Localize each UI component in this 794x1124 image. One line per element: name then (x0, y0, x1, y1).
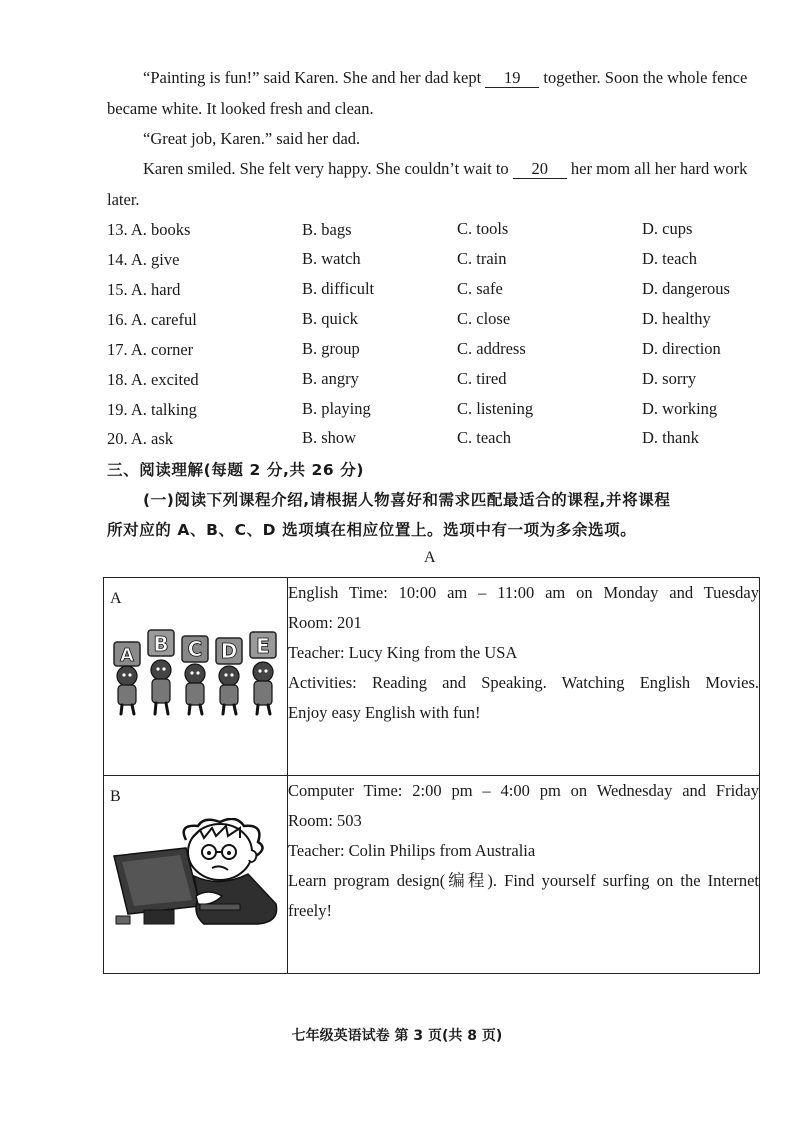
option-c[interactable]: C. listening (457, 399, 534, 418)
option-a[interactable]: 18. A. excited (107, 370, 199, 389)
course-note: freely! (288, 901, 332, 920)
option-a[interactable]: 16. A. careful (107, 310, 197, 329)
option-c[interactable]: C. tools (457, 219, 509, 238)
course-activities: Learn program design(编程). Find yourself surfing on the Internet (288, 871, 759, 890)
option-a[interactable]: 17. A. corner (107, 340, 194, 359)
option-d[interactable]: D. sorry (642, 369, 697, 388)
course-letter: B (110, 788, 121, 805)
option-a[interactable]: 19. A. talking (107, 400, 197, 419)
option-b[interactable]: B. group (302, 339, 360, 358)
option-c[interactable]: C. safe (457, 279, 503, 298)
course-time: Computer Time: 2:00 pm – 4:00 pm on Wednesday and Friday (288, 781, 759, 800)
course-room: Room: 503 (288, 811, 362, 830)
option-c[interactable]: C. address (457, 339, 526, 358)
answer-blank-19[interactable]: 19 (485, 69, 539, 88)
option-c[interactable]: C. close (457, 309, 511, 328)
page-footer: 七年级英语试卷 第 3 页(共 8 页) (291, 1028, 503, 1044)
letter-block (114, 642, 140, 666)
course-row-a (104, 578, 760, 776)
option-b[interactable]: B. difficult (302, 279, 375, 298)
passage-text: together. Soon the whole fence (543, 68, 748, 87)
letter-block (250, 632, 276, 658)
option-a[interactable]: 20. A. ask (107, 429, 173, 448)
passage-line-5: later. (107, 190, 140, 209)
option-a[interactable]: 15. A. hard (107, 280, 181, 299)
course-a-info (288, 578, 760, 776)
option-d[interactable]: D. thank (642, 428, 699, 447)
course-row-b (104, 776, 760, 974)
passage-label: A (424, 549, 436, 566)
option-b[interactable]: B. watch (302, 249, 361, 268)
letter-block (148, 630, 174, 656)
kids-holding-letters-icon (112, 622, 282, 717)
option-d[interactable]: D. teach (642, 249, 697, 268)
section-instruction-2: 所对应的 A、B、C、D 选项填在相应位置上。选项中有一项为多余选项。 (107, 521, 637, 539)
option-b[interactable]: B. angry (302, 369, 359, 388)
letter-block (182, 636, 208, 662)
passage-text: Karen smiled. She felt very happy. She couldn’t wait to (143, 159, 509, 178)
svg-text:D: D (220, 639, 238, 663)
option-b[interactable]: B. show (302, 428, 357, 447)
section-heading: 三、阅读理解(每题 2 分,共 26 分) (107, 461, 365, 479)
passage-text: “Painting is fun!” said Karen. She and her dad kept (143, 68, 482, 87)
course-note: Enjoy easy English with fun! (288, 703, 481, 722)
svg-text:C: C (187, 637, 203, 661)
passage-line-1 (143, 68, 747, 88)
option-c[interactable]: C. train (457, 249, 507, 268)
course-a-image-cell (104, 578, 288, 776)
option-b[interactable]: B. bags (302, 220, 352, 239)
course-b-image-cell (104, 776, 288, 974)
option-b[interactable]: B. quick (302, 309, 358, 328)
course-teacher: Teacher: Lucy King from the USA (288, 643, 518, 662)
option-a[interactable]: 14. A. give (107, 250, 180, 269)
option-c[interactable]: C. teach (457, 428, 512, 447)
option-d[interactable]: D. healthy (642, 309, 711, 328)
section-instruction-1: (一)阅读下列课程介绍,请根据人物喜好和需求匹配最适合的课程,并将课程 (143, 491, 671, 509)
passage-text: her mom all her hard work (570, 159, 748, 178)
svg-text:A: A (120, 645, 134, 666)
course-teacher: Teacher: Colin Philips from Australia (288, 841, 536, 860)
svg-text:B: B (153, 632, 169, 656)
option-d[interactable]: D. dangerous (642, 279, 730, 298)
course-room: Room: 201 (288, 613, 362, 632)
option-d[interactable]: D. working (642, 399, 718, 418)
boy-at-computer-icon (108, 818, 283, 928)
course-table (103, 577, 760, 974)
course-activities: Activities: Reading and Speaking. Watching English Movies. (288, 673, 759, 692)
option-c[interactable]: C. tired (457, 369, 507, 388)
option-a[interactable]: 13. A. books (107, 220, 191, 239)
course-b-info (288, 776, 760, 974)
option-d[interactable]: D. direction (642, 339, 721, 358)
option-d[interactable]: D. cups (642, 219, 693, 238)
option-b[interactable]: B. playing (302, 399, 371, 418)
svg-text:E: E (256, 634, 270, 658)
course-letter: A (110, 590, 122, 607)
passage-line-2: became white. It looked fresh and clean. (107, 99, 374, 118)
passage-line-4 (143, 159, 747, 179)
passage-line-3: “Great job, Karen.” said her dad. (143, 129, 361, 148)
course-time: English Time: 10:00 am – 11:00 am on Monday and Tuesday (288, 583, 759, 602)
letter-block (216, 638, 242, 664)
answer-blank-20[interactable]: 20 (513, 160, 567, 179)
